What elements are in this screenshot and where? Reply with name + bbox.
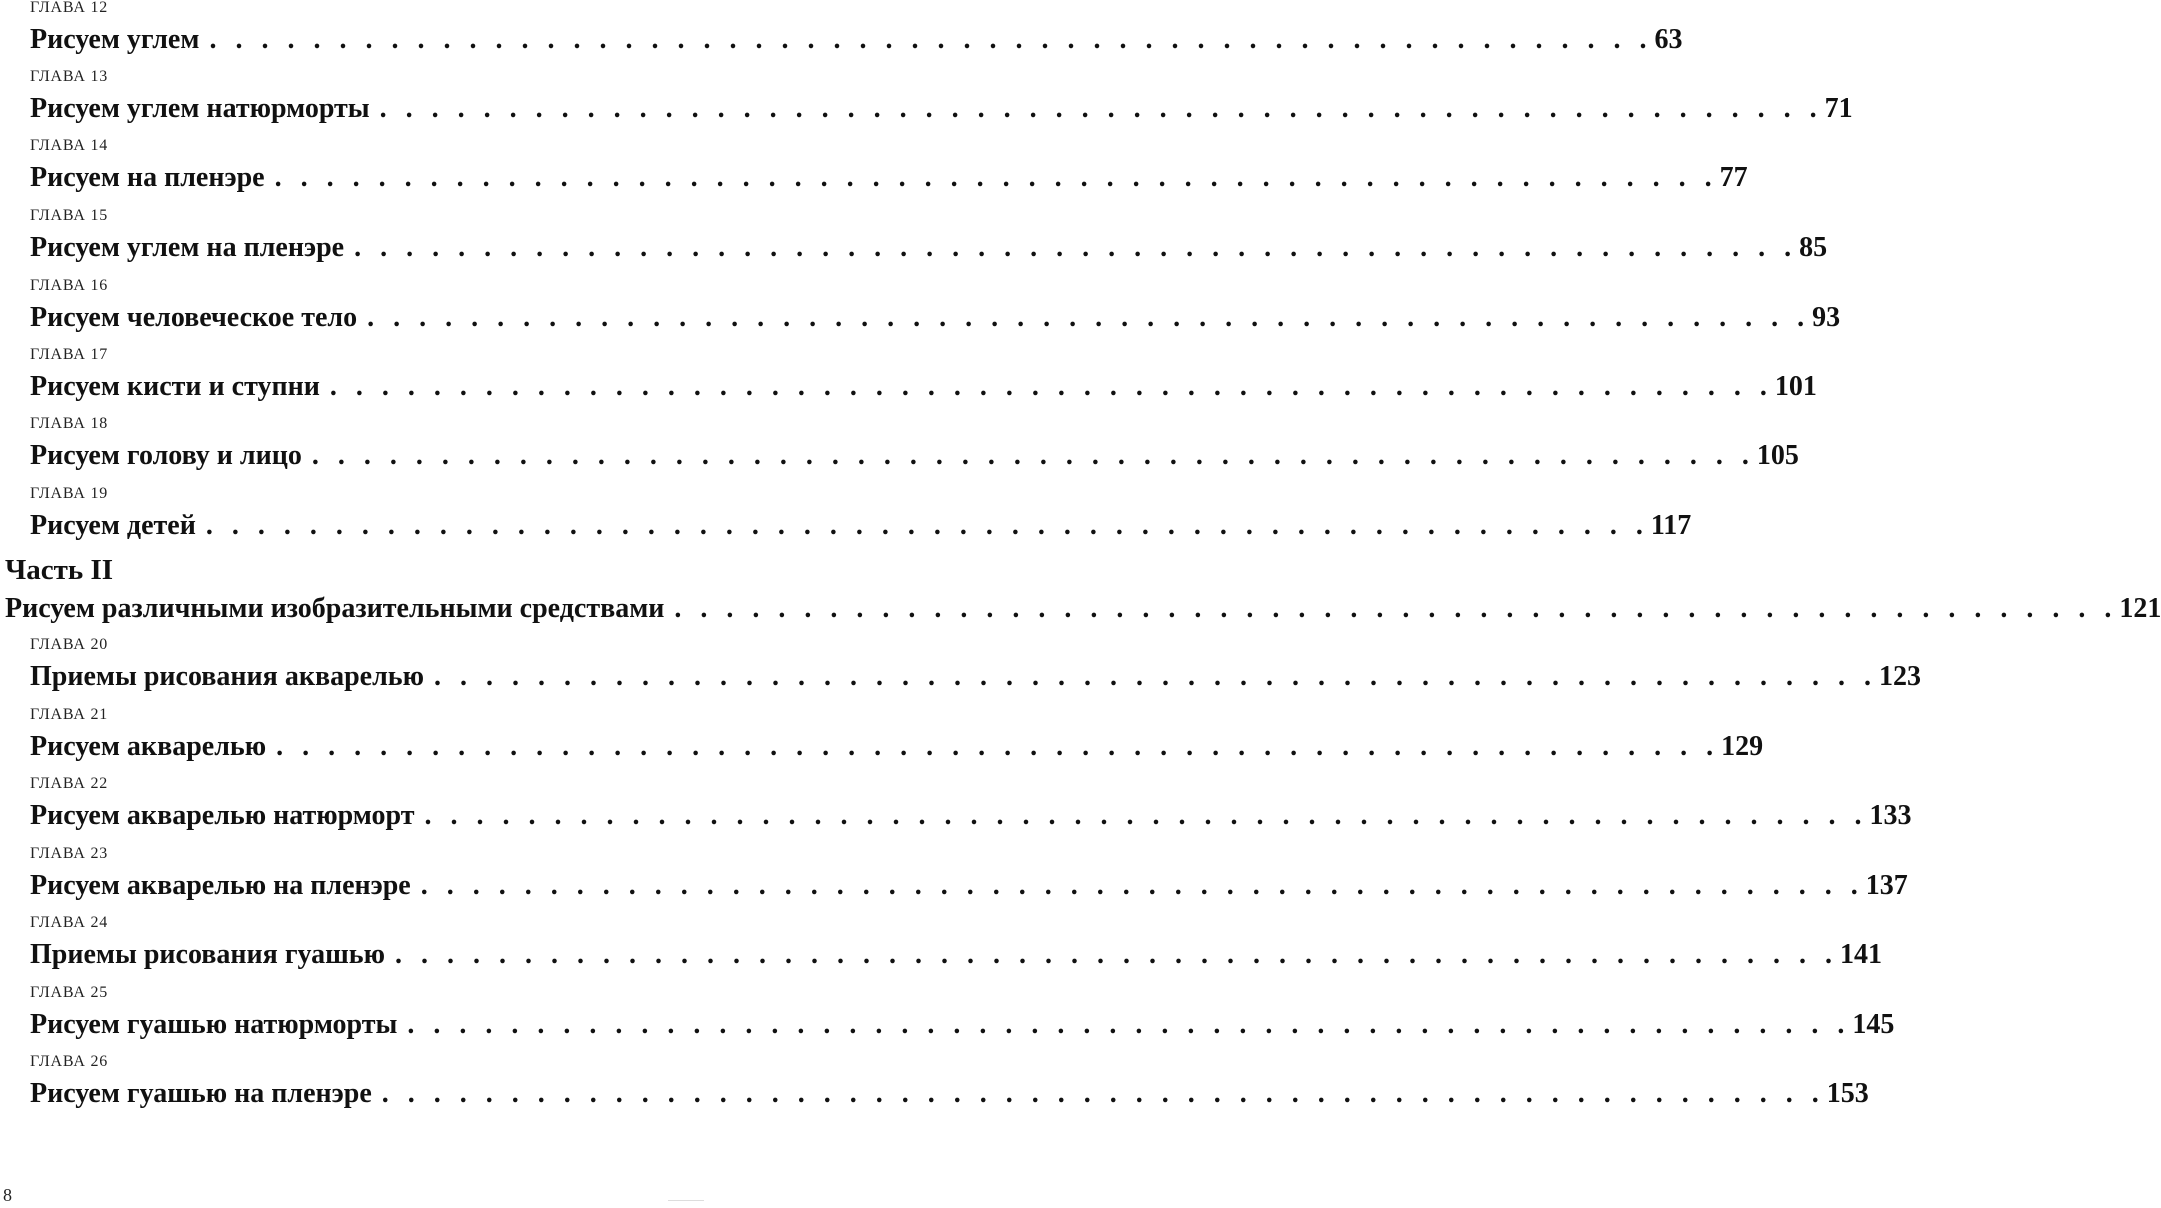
chapter-label: ГЛАВА 17: [30, 346, 109, 363]
chapter-page-number: 93: [1812, 302, 1841, 333]
chapter-entry: [30, 438, 1799, 474]
dot-leader: . . . . . . . . . . . . . . . . . . . . . . . . . . . . . . . . . . . . . . . . . . . . . . . . . . . . . . . .: [424, 800, 1868, 831]
toc-chapter-17[interactable]: [0, 346, 1817, 417]
toc-chapter-26[interactable]: [0, 1053, 1869, 1124]
dot-leader: . . . . . . . . . . . . . . . . . . . . . . . . . . . . . . . . . . . . . . . . . . . . . . . . . . . . . . . .: [354, 232, 1798, 263]
chapter-page-number: 137: [1865, 870, 1908, 901]
chapter-page-number: 141: [1840, 939, 1883, 970]
chapter-page-number: 63: [1654, 24, 1683, 55]
dot-leader: . . . . . . . . . . . . . . . . . . . . . . . . . . . . . . . . . . . . . . . . . . . . . . . . . . . . . . . .: [379, 93, 1823, 124]
chapter-entry: [30, 230, 1828, 266]
dot-leader: . . . . . . . . . . . . . . . . . . . . . . . . . . . . . . . . . . . . . . . . . . . . . . . . . . . . . . . .: [367, 302, 1811, 333]
chapter-entry: [30, 729, 1764, 765]
chapter-title: Рисуем углем натюрморты: [30, 93, 370, 124]
part-title: Рисуем различными изобразительными средствами: [5, 593, 665, 624]
toc-chapter-12[interactable]: [0, 0, 1683, 70]
chapter-entry: [30, 369, 1817, 405]
chapter-entry: [30, 868, 1908, 904]
chapter-title: Рисуем гуашью натюрморты: [30, 1009, 398, 1040]
chapter-title: Рисуем голову и лицо: [30, 440, 302, 471]
scan-artifact-line: [668, 1200, 704, 1201]
dot-leader: . . . . . . . . . . . . . . . . . . . . . . . . . . . . . . . . . . . . . . . . . . . . . . . . . . . . . . . .: [674, 593, 2118, 624]
toc-chapter-18[interactable]: [0, 415, 1799, 486]
chapter-entry: [30, 160, 1748, 196]
chapter-label: ГЛАВА 22: [30, 775, 109, 792]
chapter-entry: [30, 508, 1692, 544]
chapter-page-number: 129: [1721, 731, 1764, 762]
chapter-label: ГЛАВА 18: [30, 415, 109, 432]
chapter-entry: [30, 1007, 1895, 1043]
page-number: 8: [3, 1185, 12, 1205]
chapter-label: ГЛАВА 13: [30, 68, 109, 85]
chapter-title: Рисуем на пленэре: [30, 162, 265, 193]
toc-chapter-16[interactable]: [0, 277, 1841, 348]
chapter-page-number: 117: [1650, 510, 1692, 541]
chapter-label: ГЛАВА 26: [30, 1053, 109, 1070]
dot-leader: . . . . . . . . . . . . . . . . . . . . . . . . . . . . . . . . . . . . . . . . . . . . . . . . . . . . . . . .: [420, 870, 1864, 901]
dot-leader: . . . . . . . . . . . . . . . . . . . . . . . . . . . . . . . . . . . . . . . . . . . . . . . . . . . . . . . .: [329, 371, 1773, 402]
dot-leader: . . . . . . . . . . . . . . . . . . . . . . . . . . . . . . . . . . . . . . . . . . . . . . . . . . . . . . . .: [407, 1009, 1851, 1040]
toc-chapter-22[interactable]: [0, 775, 1912, 846]
dot-leader: . . . . . . . . . . . . . . . . . . . . . . . . . . . . . . . . . . . . . . . . . . . . . . . . . . . . . . . .: [433, 661, 1877, 692]
chapter-label: ГЛАВА 23: [30, 845, 109, 862]
chapter-label: ГЛАВА 19: [30, 485, 109, 502]
chapter-label: ГЛАВА 16: [30, 277, 109, 294]
chapter-title: Приемы рисования гуашью: [30, 939, 386, 970]
chapter-title: Рисуем акварелью: [30, 731, 267, 762]
chapter-page-number: 123: [1878, 661, 1921, 692]
chapter-label: ГЛАВА 25: [30, 984, 109, 1001]
dot-leader: . . . . . . . . . . . . . . . . . . . . . . . . . . . . . . . . . . . . . . . . . . . . . . . . . . . . . . . .: [311, 440, 1755, 471]
toc-chapter-19[interactable]: [0, 485, 1692, 556]
chapter-label: ГЛАВА 20: [30, 636, 109, 653]
toc-part-2[interactable]: [5, 553, 2161, 627]
toc-chapter-20[interactable]: [0, 636, 1921, 707]
chapter-title: Рисуем кисти и ступни: [30, 371, 320, 402]
chapter-page-number: 101: [1774, 371, 1817, 402]
chapter-page-number: 153: [1826, 1078, 1869, 1109]
dot-leader: . . . . . . . . . . . . . . . . . . . . . . . . . . . . . . . . . . . . . . . . . . . . . . . . . . . . . . . .: [395, 939, 1839, 970]
chapter-title: Рисуем детей: [30, 510, 196, 541]
chapter-page-number: 133: [1869, 800, 1912, 831]
chapter-page-number: 77: [1719, 162, 1748, 193]
chapter-title: Рисуем углем на пленэре: [30, 232, 345, 263]
chapter-label: ГЛАВА 21: [30, 706, 109, 723]
chapter-entry: [30, 798, 1912, 834]
chapter-title: Рисуем гуашью на пленэре: [30, 1078, 372, 1109]
chapter-title: Рисуем акварелью на пленэре: [30, 870, 411, 901]
chapter-page-number: 105: [1756, 440, 1799, 471]
part-entry: [5, 591, 2161, 627]
dot-leader: . . . . . . . . . . . . . . . . . . . . . . . . . . . . . . . . . . . . . . . . . . . . . . . . . . . . . . . .: [205, 510, 1649, 541]
part-page-number: 121: [2119, 593, 2161, 624]
chapter-title: Рисуем углем: [30, 24, 200, 55]
chapter-page-number: 145: [1852, 1009, 1895, 1040]
part-label: Часть II: [5, 554, 114, 586]
chapter-page-number: 85: [1799, 232, 1828, 263]
toc-chapter-21[interactable]: [0, 706, 1764, 777]
toc-chapter-24[interactable]: [0, 914, 1883, 985]
chapter-entry: [30, 300, 1841, 336]
chapter-label: ГЛАВА 24: [30, 914, 109, 931]
chapter-page-number: 71: [1824, 93, 1853, 124]
dot-leader: . . . . . . . . . . . . . . . . . . . . . . . . . . . . . . . . . . . . . . . . . . . . . . . . . . . . . . . .: [276, 731, 1720, 762]
dot-leader: . . . . . . . . . . . . . . . . . . . . . . . . . . . . . . . . . . . . . . . . . . . . . . . . . . . . . . . .: [209, 24, 1653, 55]
chapter-entry: [30, 22, 1683, 58]
toc-chapter-25[interactable]: [0, 984, 1895, 1055]
toc-chapter-15[interactable]: [0, 207, 1828, 278]
dot-leader: . . . . . . . . . . . . . . . . . . . . . . . . . . . . . . . . . . . . . . . . . . . . . . . . . . . . . . . .: [274, 162, 1718, 193]
toc-chapter-23[interactable]: [0, 845, 1908, 916]
chapter-entry: [30, 937, 1883, 973]
chapter-entry: [30, 91, 1853, 127]
chapter-label: ГЛАВА 14: [30, 137, 109, 154]
toc-chapter-14[interactable]: [0, 137, 1748, 208]
chapter-entry: [30, 659, 1921, 695]
chapter-title: Приемы рисования акварелью: [30, 661, 424, 692]
chapter-title: Рисуем акварелью натюрморт: [30, 800, 415, 831]
chapter-label: ГЛАВА 15: [30, 207, 109, 224]
toc-chapter-13[interactable]: [0, 68, 1853, 139]
chapter-label: ГЛАВА 12: [30, 0, 109, 16]
chapter-entry: [30, 1076, 1869, 1112]
chapter-title: Рисуем человеческое тело: [30, 302, 358, 333]
dot-leader: . . . . . . . . . . . . . . . . . . . . . . . . . . . . . . . . . . . . . . . . . . . . . . . . . . . . . . . .: [381, 1078, 1825, 1109]
